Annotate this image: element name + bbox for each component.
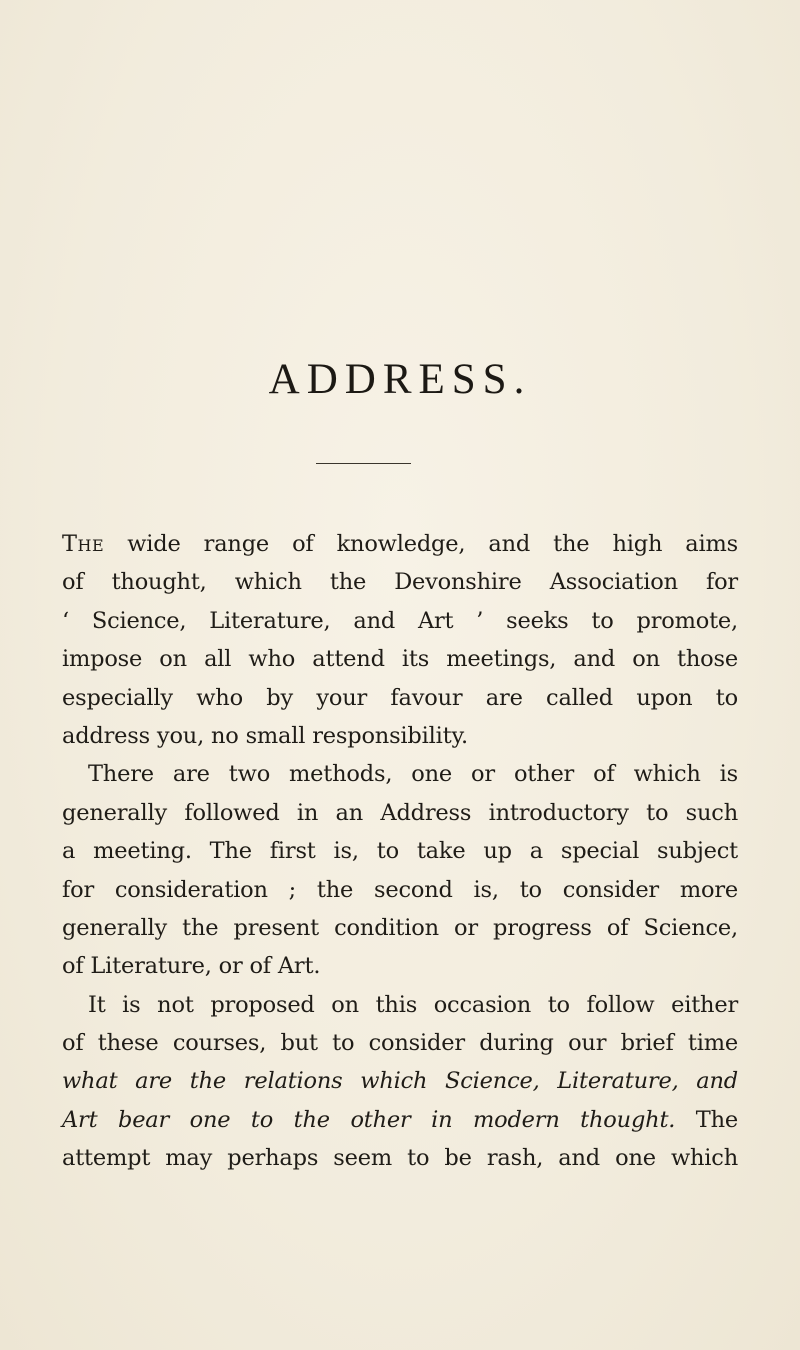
text-line [62,1139,738,1177]
text-run: address you, no small responsibility. [62,722,468,749]
text-line [62,602,738,640]
text-run: impose on all who attend its meetings, and on those [62,646,738,673]
paragraph [62,525,738,755]
text-run: especially who by your favour are called upon to [62,684,738,711]
text-line [62,1101,738,1139]
paragraph [62,755,738,985]
text-line [62,640,738,678]
text-line [62,986,738,1024]
text-run: Art bear one to the other in modern thought. [62,1106,676,1133]
text-run: attempt may perhaps seem to be rash, and one which [62,1145,738,1172]
text-line [62,947,738,985]
text-run: There are two methods, one or other of which is [88,761,738,788]
text-line [62,717,738,755]
page-heading: ADDRESS. [268,356,532,403]
text-run: generally the present condition or progress of Science, [62,914,738,941]
text-line [62,832,738,870]
text-run: wide range of knowledge, and the high aims [104,531,738,557]
text-run: The [62,531,105,557]
text-run: The [675,1106,738,1133]
text-run: a meeting. The first is, to take up a special subject [62,838,738,865]
text-line [62,909,738,947]
text-run: It is not proposed on this occasion to follow either [88,991,738,1018]
text-run: of Literature, or of Art. [62,953,321,980]
text-line [62,871,738,909]
text-line [62,794,738,832]
body-text [62,525,738,1178]
text-line [62,1024,738,1062]
text-run: of thought, which the Devonshire Association for [62,569,738,596]
text-run: generally followed in an Address introductory to such [62,799,738,826]
heading-rule [316,463,411,464]
text-line [62,1062,738,1100]
text-run: for consideration ; the second is, to consider more [62,876,738,903]
paragraph [62,986,738,1178]
text-run: of these courses, but to consider during our brief time [62,1030,738,1057]
text-line [62,755,738,793]
text-run: ‘ Science, Literature, and Art ’ seeks to promote, [62,607,738,634]
text-run: what are the relations which Science, Literature, and [62,1068,738,1095]
text-line [62,679,738,717]
text-line [62,525,738,563]
text-line [62,563,738,601]
